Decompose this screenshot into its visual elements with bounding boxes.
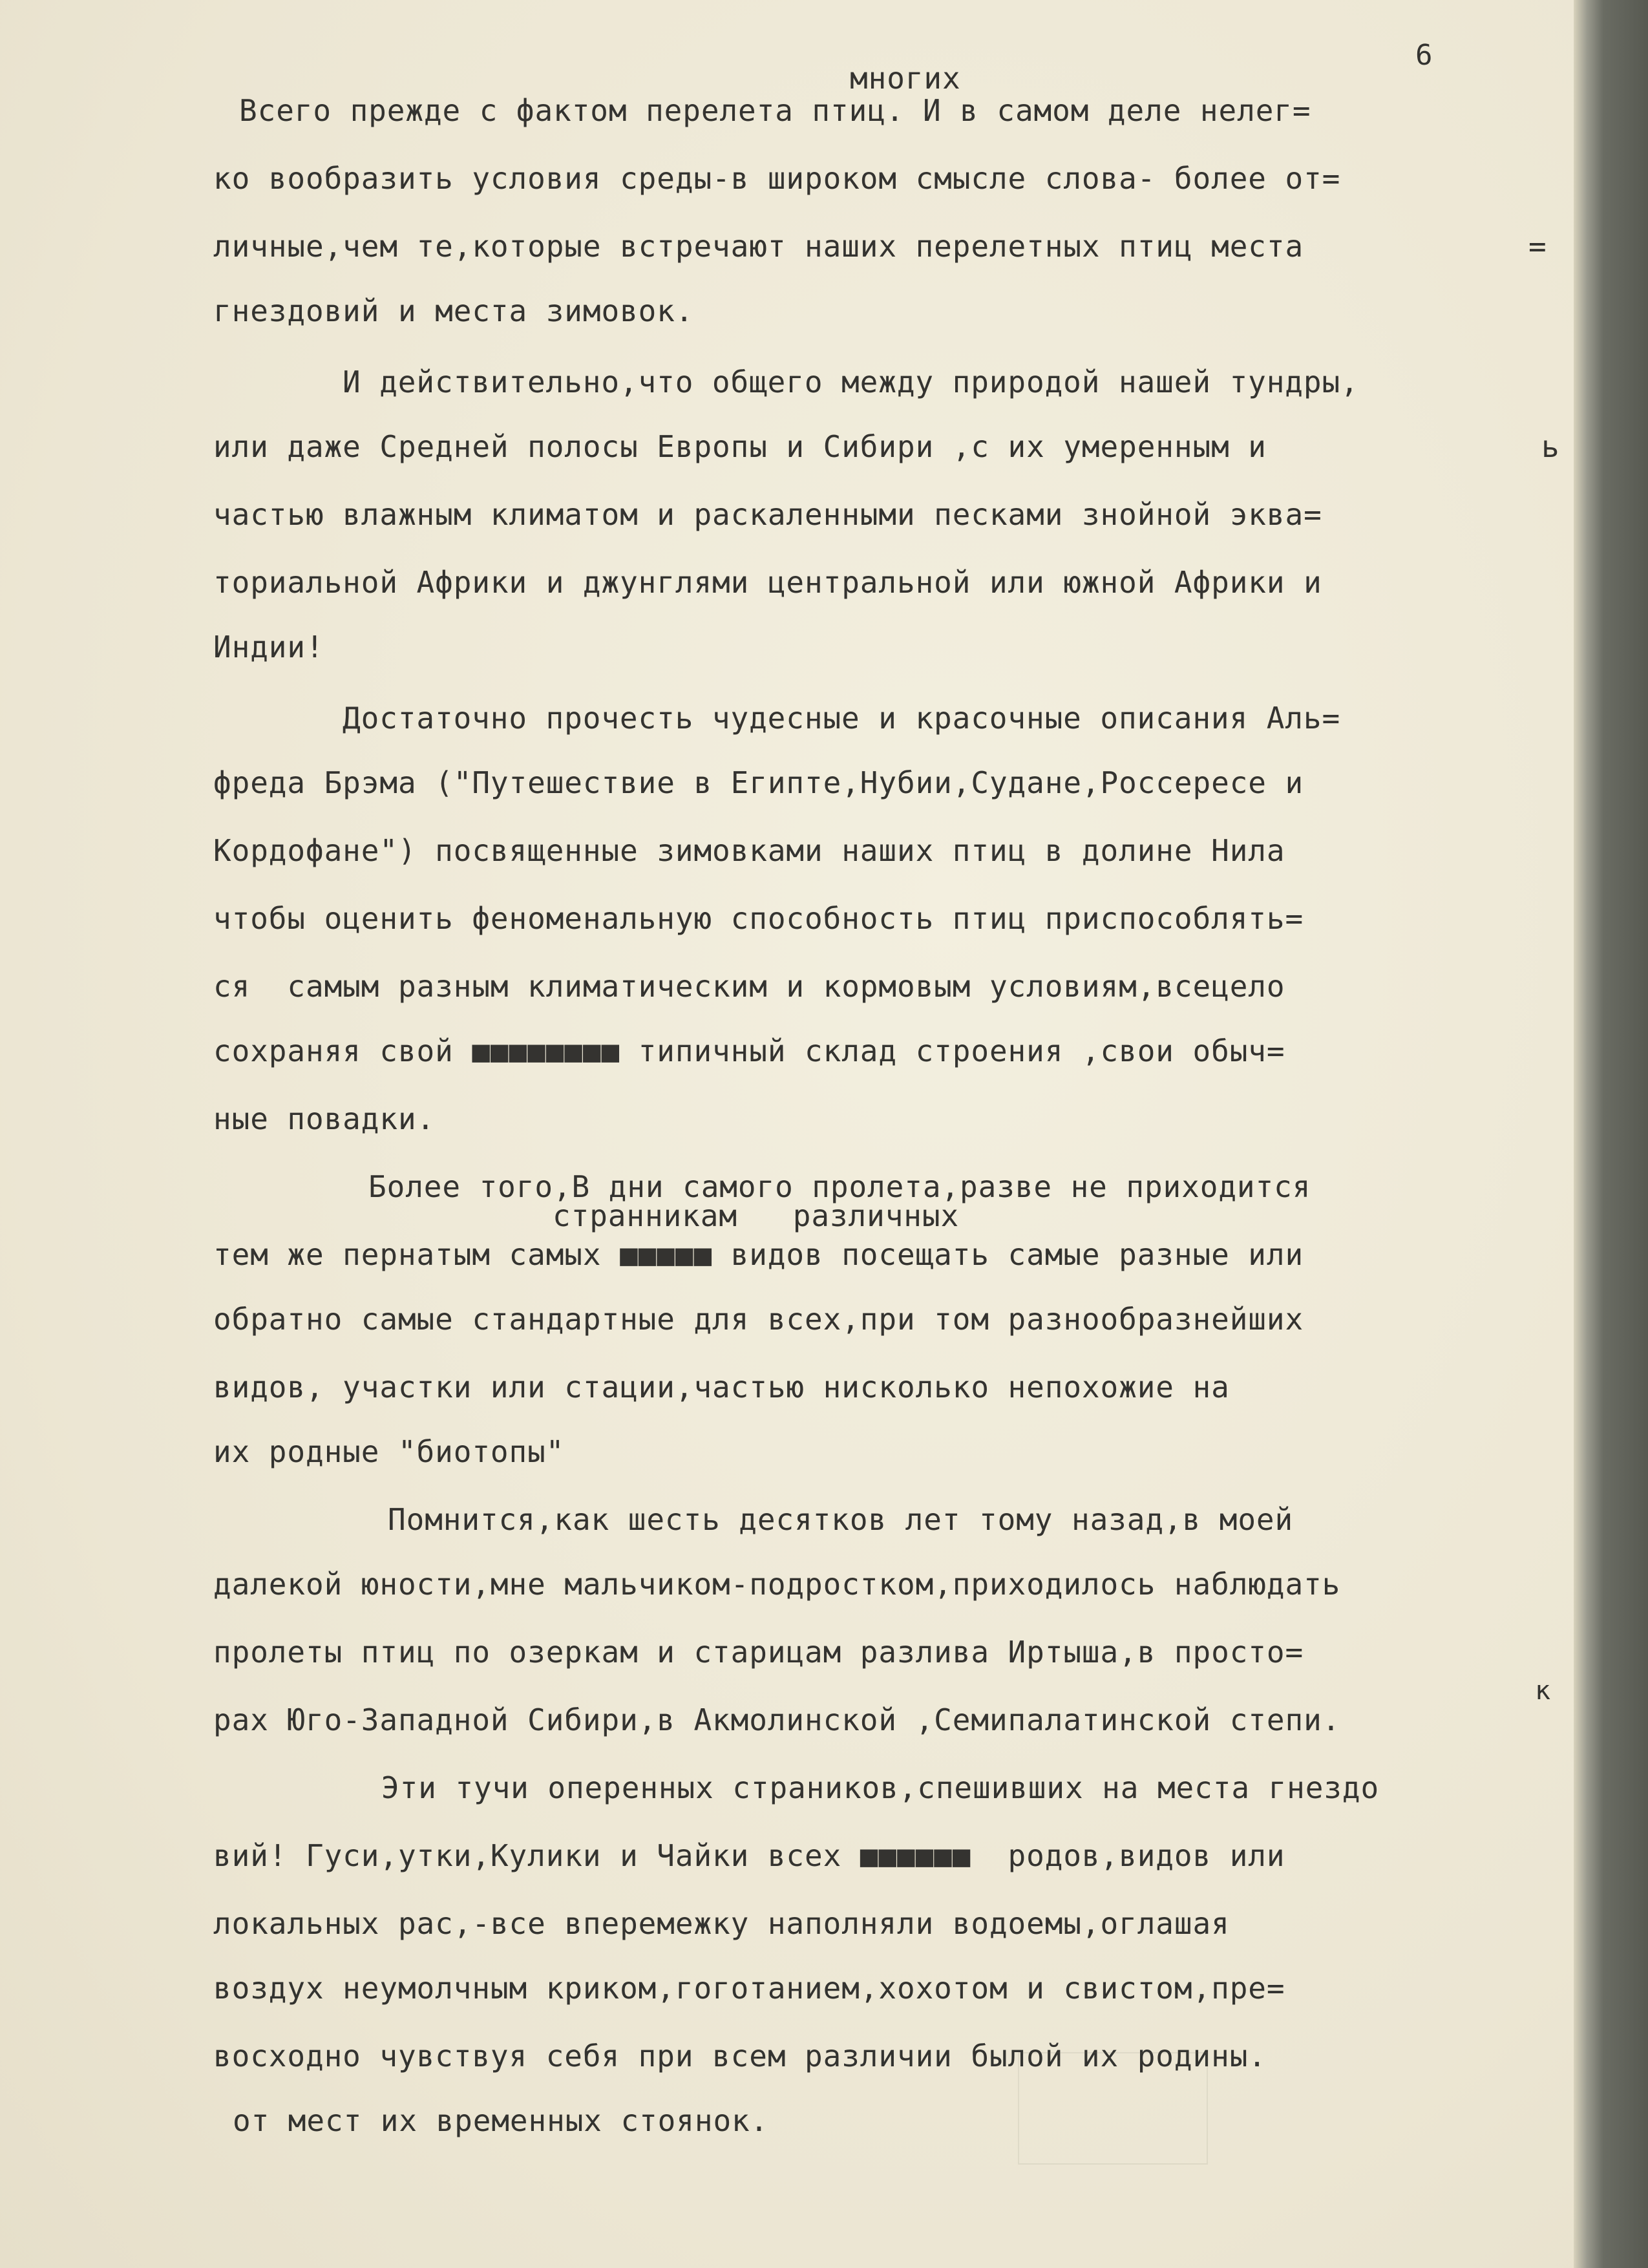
text-line: ториальной Африки и джунглями центральной или южной Африки и xyxy=(213,565,1322,600)
text-line: от мест их временных стоянок. xyxy=(233,2103,769,2138)
insertion-above-line: странникам различных xyxy=(553,1198,960,1233)
insertion-above-line: многих xyxy=(850,61,961,96)
text-line: Индии! xyxy=(213,630,324,664)
margin-mark: к xyxy=(1535,1676,1551,1706)
text-line: сохраняя свой ■■■■■■■■ типичный склад строения ,свои обыч= xyxy=(213,1033,1285,1068)
text-line: вий! Гуси,утки,Кулики и Чайки всех ■■■■■■ родов,видов или xyxy=(213,1838,1285,1873)
text-line: видов, участки или стации,частью нисколько непохожие на xyxy=(213,1370,1230,1404)
text-line: обратно самые стандартные для всех,при том разнообразнейших xyxy=(213,1302,1304,1337)
paragraph-start-line: Достаточно прочесть чудесные и красочные описания Аль= xyxy=(343,701,1341,736)
text-line: ся самым разным климатическим и кормовым условиям,всецело xyxy=(213,969,1285,1004)
text-line: Всего прежде с фактом перелета птиц. И в самом деле нелег= xyxy=(239,93,1311,128)
page-number: 6 xyxy=(1415,39,1433,72)
text-line: восходно чувствуя себя при всем различии былой их родины. xyxy=(213,2039,1267,2073)
text-line: или даже Средней полосы Европы и Сибири ,с их умеренным и xyxy=(213,429,1267,464)
text-line: ко вообразить условия среды-в широком смысле слова- более от= xyxy=(213,161,1341,196)
text-line: чтобы оценить феноменальную способность птиц приспособлять= xyxy=(213,901,1304,936)
margin-mark: ь xyxy=(1541,429,1560,464)
text-line: гнездовий и места зимовок. xyxy=(213,293,694,328)
text-line: тем же пернатым самых ■■■■■ видов посещать самые разные или xyxy=(213,1237,1304,1272)
text-line: ные повадки. xyxy=(213,1101,436,1136)
faint-stamp xyxy=(1018,2052,1208,2165)
paragraph-start-line: Более того,В дни самого пролета,разве не приходится xyxy=(368,1169,1311,1204)
text-line: их родные "биотопы" xyxy=(213,1434,565,1469)
text-line: далекой юности,мне мальчиком-подростком,приходилось наблюдать xyxy=(213,1567,1341,1602)
text-line: частью влажным климатом и раскаленными песками знойной эква= xyxy=(213,497,1322,532)
paragraph-start-line: Эти тучи оперенных страников,спешивших на места гнездо xyxy=(381,1770,1380,1805)
paragraph-start-line: И действительно,что общего между природой нашей тундры, xyxy=(343,365,1359,399)
text-line: воздух неумолчным криком,гоготанием,хохотом и свистом,пре= xyxy=(213,1971,1285,2006)
text-line: личные,чем те,которые встречают наших перелетных птиц места xyxy=(213,229,1304,264)
text-line: рах Юго-Западной Сибири,в Акмолинской ,Семипалатинской степи. xyxy=(213,1702,1341,1737)
page-edge-background xyxy=(1574,0,1648,2268)
text-line: пролеты птиц по озеркам и старицам разлива Иртыша,в просто= xyxy=(213,1635,1304,1669)
text-line: локальных рас,-все вперемежку наполняли водоемы,оглашая xyxy=(213,1906,1230,1941)
margin-mark: = xyxy=(1528,229,1547,264)
text-line: Кордофане") посвященные зимовками наших птиц в долине Нила xyxy=(213,833,1285,868)
text-line: фреда Брэма ("Путешествие в Египте,Нубии,Судане,Россересе и xyxy=(213,765,1304,800)
paragraph-start-line: Помнится,как шесть десятков лет тому назад,в моей xyxy=(388,1502,1294,1537)
